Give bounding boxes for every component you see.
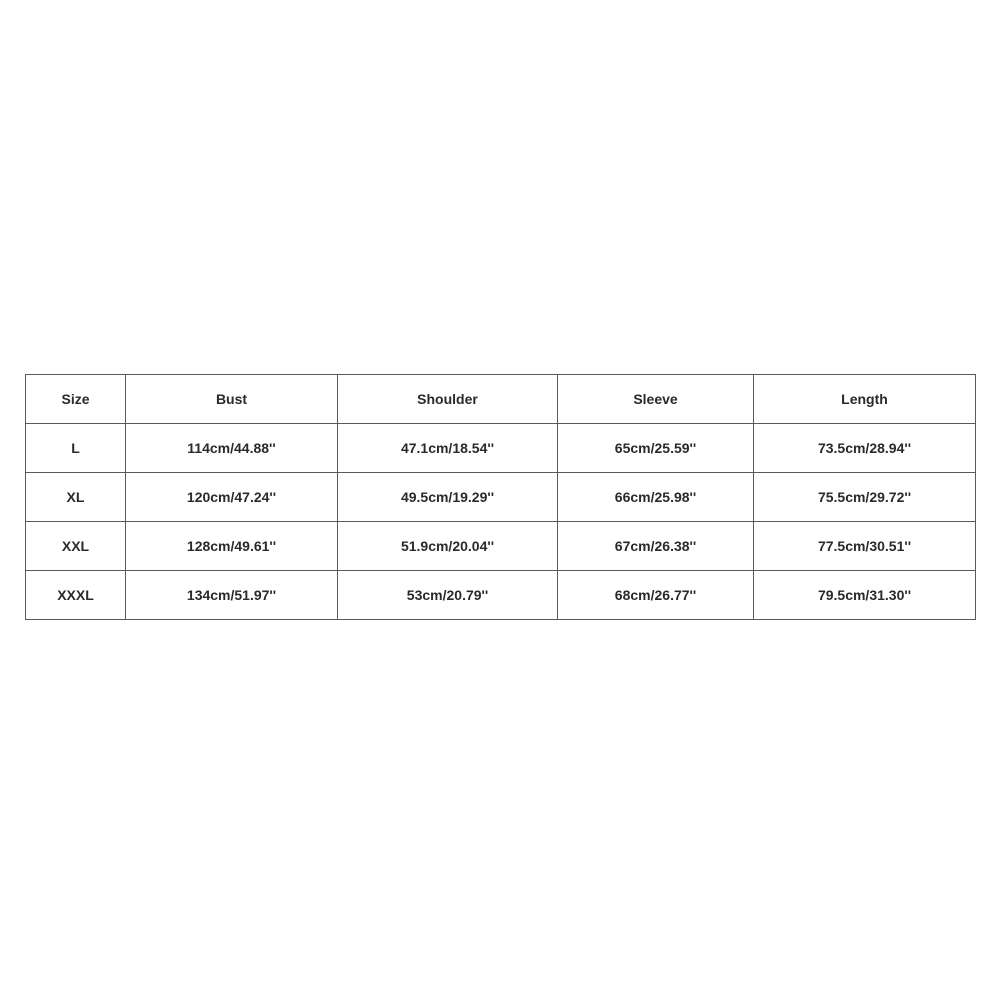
cell-bust: 134cm/51.97'' xyxy=(126,571,338,620)
cell-length: 77.5cm/30.51'' xyxy=(754,522,976,571)
header-size: Size xyxy=(26,375,126,424)
cell-shoulder: 49.5cm/19.29'' xyxy=(338,473,558,522)
header-row xyxy=(26,375,976,424)
header-length: Length xyxy=(754,375,976,424)
cell-shoulder: 53cm/20.79'' xyxy=(338,571,558,620)
cell-bust: 128cm/49.61'' xyxy=(126,522,338,571)
cell-shoulder: 51.9cm/20.04'' xyxy=(338,522,558,571)
cell-sleeve: 65cm/25.59'' xyxy=(558,424,754,473)
cell-bust: 114cm/44.88'' xyxy=(126,424,338,473)
cell-size: L xyxy=(26,424,126,473)
header-shoulder: Shoulder xyxy=(338,375,558,424)
cell-sleeve: 68cm/26.77'' xyxy=(558,571,754,620)
cell-bust: 120cm/47.24'' xyxy=(126,473,338,522)
cell-shoulder: 47.1cm/18.54'' xyxy=(338,424,558,473)
header-bust: Bust xyxy=(126,375,338,424)
size-chart-table xyxy=(25,374,976,620)
cell-sleeve: 66cm/25.98'' xyxy=(558,473,754,522)
cell-length: 73.5cm/28.94'' xyxy=(754,424,976,473)
cell-sleeve: 67cm/26.38'' xyxy=(558,522,754,571)
cell-length: 75.5cm/29.72'' xyxy=(754,473,976,522)
cell-size: XXL xyxy=(26,522,126,571)
table-row xyxy=(26,473,976,522)
cell-length: 79.5cm/31.30'' xyxy=(754,571,976,620)
table-row xyxy=(26,522,976,571)
cell-size: XXXL xyxy=(26,571,126,620)
cell-size: XL xyxy=(26,473,126,522)
table-row xyxy=(26,424,976,473)
table-row xyxy=(26,571,976,620)
header-sleeve: Sleeve xyxy=(558,375,754,424)
